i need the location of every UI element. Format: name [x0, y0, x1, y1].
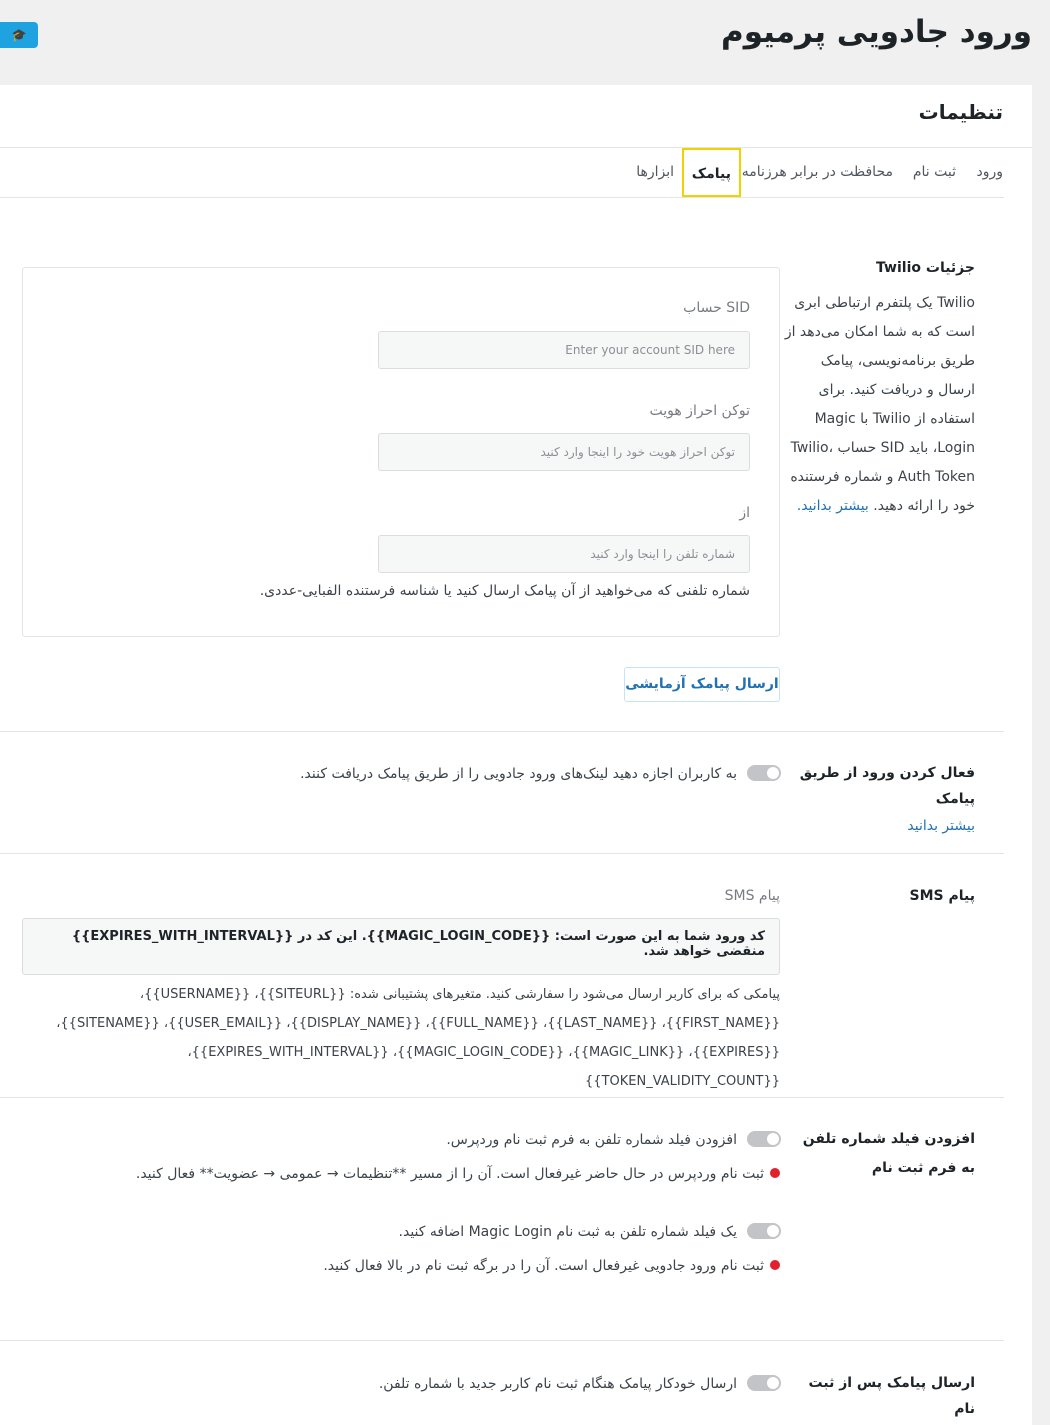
- send-test-sms-button[interactable]: ارسال پیامک آزمایشی: [624, 667, 780, 702]
- phone-field-label: افزودن فیلد شماره تلفن به فرم ثبت نام: [802, 1131, 975, 1176]
- divider: [0, 1097, 1004, 1098]
- tab-sms[interactable]: پیامک: [682, 148, 741, 197]
- sid-label: SID حساب: [683, 300, 750, 316]
- sms-login-label: فعال کردن ورود از طریق پیامک: [799, 765, 975, 807]
- twilio-learn-more-link[interactable]: بیشتر بدانید.: [796, 498, 869, 514]
- graduation-cap-icon: 🎓: [11, 28, 27, 42]
- token-label: توکن احراز هویت: [649, 403, 750, 419]
- from-label: از: [739, 505, 750, 521]
- warning-text: ثبت نام ورود جادویی غیرفعال است. آن را در برگه ثبت نام در بالا فعال کنید.: [323, 1258, 764, 1274]
- page-title: ورود جادویی پرمیوم: [721, 14, 1032, 50]
- wp-registration-warning: [136, 1160, 780, 1189]
- from-help: شماره تلفنی که می‌خواهید از آن پیامک ارسال کنید یا شناسه فرستنده الفبایی-عددی.: [259, 583, 750, 599]
- wp-phone-field-text: افزودن فیلد شماره تلفن به فرم ثبت نام وردپرس.: [446, 1132, 737, 1148]
- settings-heading: تنظیمات: [918, 100, 1003, 124]
- twilio-description-text: Twilio یک پلتفرم ارتباطی ابری است که به شما امکان می‌دهد از طریق برنامه‌نویسی، پیامک ارسال و دریافت کنید. برای استفاده از Twilio با Magic Login، باید SID حساب Twilio، Auth Token و شماره فرستنده خود را ارائه دهید.: [784, 295, 975, 514]
- sms-login-description: به کاربران اجازه دهید لینک‌های ورود جادویی را از طریق پیامک دریافت کنند.: [300, 766, 737, 782]
- wp-phone-field-toggle[interactable]: [747, 1131, 781, 1147]
- twilio-description: [780, 289, 975, 521]
- header-action-button[interactable]: [0, 22, 38, 48]
- divider: [0, 197, 1004, 198]
- sms-login-toggle[interactable]: [747, 765, 781, 781]
- auto-sms-toggle[interactable]: [747, 1375, 781, 1391]
- magic-phone-field-toggle[interactable]: [747, 1223, 781, 1239]
- sms-message-help: پیامکی که برای کاربر ارسال می‌شود را سفارشی کنید. متغیرهای پشتیبانی شده: {{SITEURL}}، {{USERNAME}}، {{FIRST_NAME}}، {{LAST_NAME}}، {{FULL_NAME}}، {{DISPLAY_NAME}}، {{USER_EMAIL}}، {{SITENAME}}، {{EXPIRES}}، {{MAGIC_LINK}}، {{MAGIC_LOGIN_CODE}}، {{EXPIRES_WITH_INTERVAL}}، {{TOKEN_VALIDITY_COUNT}}: [56, 987, 780, 1089]
- sms-message-textarea[interactable]: کد ورود شما به این صورت است: {{MAGIC_LOGIN_CODE}}. این کد در {{EXPIRES_WITH_INTERVAL}} منقضی خواهد شد.: [22, 918, 780, 975]
- divider: [0, 731, 1004, 732]
- sms-login-learn-more-link[interactable]: بیشتر بدانید: [907, 818, 975, 834]
- tab-spam-protection[interactable]: محافظت در برابر هرزنامه: [741, 164, 893, 180]
- from-number-input[interactable]: شماره تلفن را اینجا وارد کنید: [378, 535, 750, 573]
- warning-text: ثبت نام وردپرس در حال حاضر غیرفعال است. آن را از مسیر **تنظیمات → عمومی → عضویت** فعال کنید.: [135, 1166, 764, 1182]
- twilio-label: جزئیات Twilio: [876, 260, 975, 276]
- auth-token-input[interactable]: توکن احراز هویت خود را اینجا وارد کنید: [378, 433, 750, 471]
- magic-registration-warning: [323, 1252, 780, 1281]
- tab-tools[interactable]: ابزارها: [636, 164, 674, 180]
- auto-sms-text: ارسال خودکار پیامک هنگام ثبت نام کاربر جدید با شماره تلفن.: [378, 1376, 737, 1392]
- divider: [0, 1340, 1004, 1341]
- sms-message-field-label: پیام SMS: [724, 888, 780, 904]
- tab-register[interactable]: ثبت نام: [912, 164, 956, 180]
- auto-sms-label: ارسال پیامک پس از ثبت نام: [808, 1375, 975, 1417]
- tab-login[interactable]: ورود: [976, 164, 1003, 180]
- sms-message-label: پیام SMS: [909, 888, 975, 904]
- warning-dot-icon: [770, 1168, 780, 1178]
- account-sid-input[interactable]: Enter your account SID here: [378, 331, 750, 369]
- warning-dot-icon: [770, 1260, 780, 1270]
- divider: [0, 853, 1004, 854]
- magic-phone-field-text: یک فیلد شماره تلفن به ثبت نام Magic Login اضافه کنید.: [398, 1224, 737, 1240]
